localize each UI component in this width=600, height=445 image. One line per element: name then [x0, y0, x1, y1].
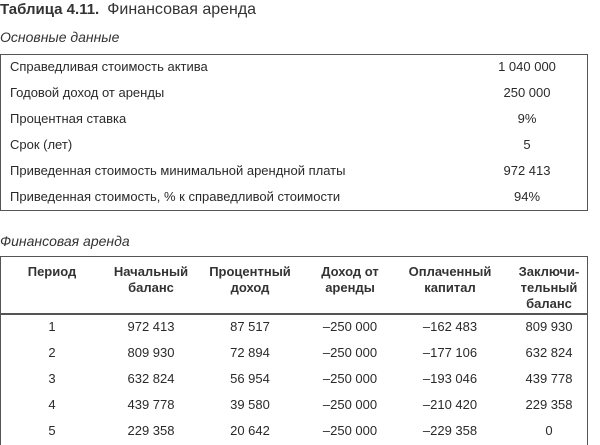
table-cell: –229 358	[422, 423, 478, 438]
table-cell: 1	[48, 319, 56, 334]
table-cell: 0	[545, 423, 553, 438]
basic-data-row-value: 9%	[517, 111, 537, 126]
table-cell: 4	[48, 397, 56, 412]
basic-data-row-label: Приведенная стоимость, % к справедливой стоимости	[10, 189, 341, 204]
table-cell: 39 580	[230, 397, 270, 412]
basic-data-row	[10, 57, 582, 77]
basic-data-row-label: Срок (лет)	[10, 137, 73, 152]
basic-data-row-label: Годовой доход от аренды	[10, 85, 165, 100]
table-cell: 439 778	[127, 397, 175, 412]
basic-data-row	[10, 109, 582, 129]
table-cell: 809 930	[525, 319, 573, 334]
table-cell: 229 358	[127, 423, 175, 438]
table-cell: 2	[48, 345, 56, 360]
table-cell: –250 000	[322, 397, 378, 412]
basic-data-row	[10, 187, 582, 207]
table-number: Таблица 4.11.	[0, 1, 100, 18]
lease-label: Финансовая аренда	[0, 233, 130, 249]
column-header: Заключи- тельный баланс	[518, 264, 580, 311]
basic-data-row-label: Процентная ставка	[10, 111, 127, 126]
table-cell: 972 413	[127, 319, 175, 334]
table-cell: –177 106	[422, 345, 478, 360]
table-cell: 632 824	[525, 345, 573, 360]
basic-data-row-label: Приведенная стоимость минимальной арендной платы	[10, 163, 346, 178]
table-title	[0, 0, 256, 22]
column-header: Период	[27, 264, 77, 279]
column-header: Начальный баланс	[113, 264, 189, 295]
column-header: Доход от аренды	[321, 264, 379, 295]
table-cell: –162 483	[422, 319, 478, 334]
basic-data-row	[10, 135, 582, 155]
table-cell: –210 420	[422, 397, 478, 412]
table-name: Финансовая аренда	[107, 1, 257, 18]
table-cell: 3	[48, 371, 56, 386]
table-cell: –250 000	[322, 423, 378, 438]
basic-data-row-value: 5	[523, 137, 531, 152]
table-cell: 20 642	[230, 423, 270, 438]
basic-data-row-value: 972 413	[503, 163, 551, 178]
column-header: Процентный доход	[209, 264, 291, 295]
basic-data-row-label: Справедливая стоимость актива	[10, 59, 208, 74]
table-cell: 809 930	[127, 345, 175, 360]
basic-data-row-value: 1 040 000	[498, 59, 556, 74]
table-cell: 56 954	[230, 371, 270, 386]
table-cell: –250 000	[322, 371, 378, 386]
table-cell: –193 046	[422, 371, 478, 386]
table-cell: 229 358	[525, 397, 573, 412]
basic-data-row-value: 94%	[513, 189, 541, 204]
table-cell: 72 894	[230, 345, 270, 360]
table-cell: 87 517	[230, 319, 270, 334]
lease-header-divider	[0, 313, 588, 315]
table-cell: –250 000	[322, 345, 378, 360]
table-cell: 5	[48, 423, 56, 438]
table-cell: 632 824	[127, 371, 175, 386]
column-header: Оплаченный капитал	[408, 264, 492, 295]
table-cell: 439 778	[525, 371, 573, 386]
basic-data-row	[10, 161, 582, 181]
table-cell: –250 000	[322, 319, 378, 334]
basic-data-row	[10, 83, 582, 103]
basic-data-row-value: 250 000	[503, 85, 551, 100]
basic-data-label: Основные данные	[0, 29, 120, 45]
